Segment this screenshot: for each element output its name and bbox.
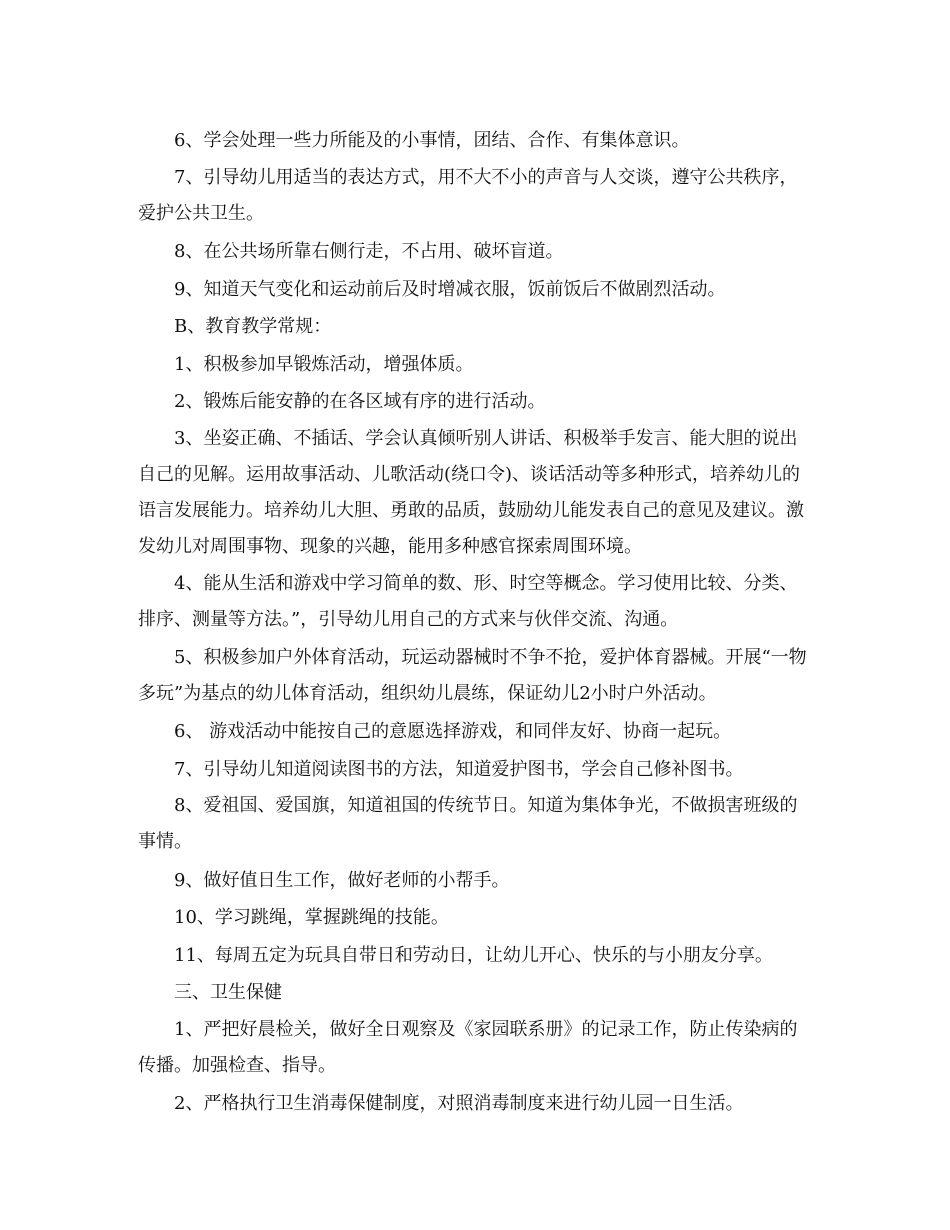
paragraph-16: 1、严把好晨检关，做好全日观察及《家园联系册》的记录工作，防止传染病的传播。加强检查、指导。	[138, 1018, 798, 1076]
paragraph-5: 1、积极参加早锻炼活动，增强体质。	[174, 353, 474, 375]
paragraph-2: 7、引导幼儿用适当的表达方式，用不大不小的声音与人交谈，遵守公共秩序，爱护公共卫生。	[138, 166, 798, 224]
paragraph-7: 3、坐姿正确、不插话、学会认真倾听别人讲话、积极举手发言、能大胆的说出自己的见解。运用故事活动、儿歌活动(绕口令)、谈话活动等多种形式，培养幼儿的语言发展能力。培养幼儿大胆、勇敢的品质，鼓励幼儿能发表自己的意见及建议。激发幼儿对周围事物、现象的兴趣，能用多种感官探索周围环境。	[138, 427, 804, 557]
section-heading-b: B、教育教学常规：	[174, 316, 332, 337]
paragraph-4: 9、知道天气变化和运动前后及时增减衣服，饭前饭后不做剧烈活动。	[174, 278, 726, 300]
document-body	[138, 122, 814, 1123]
paragraph-13: 9、做好值日生工作，做好老师的小帮手。	[174, 869, 510, 891]
paragraph-12: 8、爱祖国、爱国旗，知道祖国的传统节日。知道为集体争光，不做损害班级的事情。	[138, 795, 798, 852]
paragraph-11: 7、引导幼儿知道阅读图书的方法，知道爱护图书，学会自己修补图书。	[174, 758, 744, 780]
paragraph-17: 2、严格执行卫生消毒保健制度，对照消毒制度来进行幼儿园一日生活。	[174, 1093, 744, 1114]
paragraph-1: 6、学会处理一些力所能及的小事情，团结、合作、有集体意识。	[174, 130, 690, 151]
paragraph-3: 8、在公共场所靠右侧行走，不占用、破坏盲道。	[174, 241, 564, 262]
section-heading-3: 三、卫生保健	[174, 982, 282, 1003]
paragraph-6: 2、锻炼后能安静的在各区域有序的进行活动。	[174, 391, 546, 412]
paragraph-8: 4、能从生活和游戏中学习简单的数、形、时空等概念。学习使用比较、分类、排序、测量等方法。”，引导幼儿用自己的方式来与伙伴交流、沟通。	[138, 573, 798, 630]
paragraph-10: 6、 游戏活动中能按自己的意愿选择游戏，和同伴友好、协商一起玩。	[174, 721, 732, 742]
paragraph-14: 10、学习跳绳，掌握跳绳的技能。	[174, 907, 449, 928]
paragraph-15: 11、每周五定为玩具自带日和劳动日，让幼儿开心、快乐的与小朋友分享。	[174, 944, 773, 966]
paragraph-9: 5、积极参加户外体育活动，玩运动器械时不争不抢，爱护体育器械。开展“一物多玩”为基点的幼儿体育活动，组织幼儿晨练，保证幼儿2小时户外活动。	[138, 646, 807, 704]
